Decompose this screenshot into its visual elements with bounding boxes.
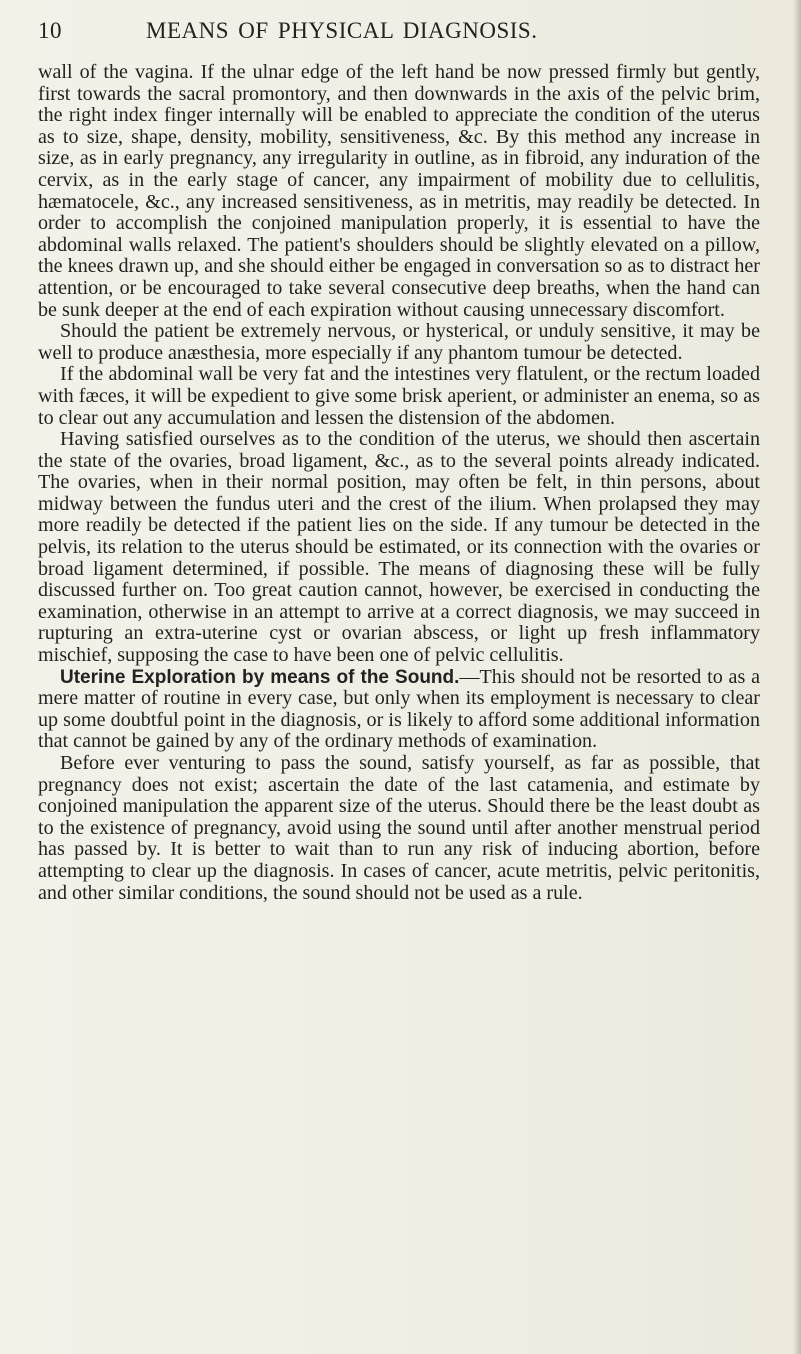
page-body bbox=[38, 62, 760, 904]
paragraph-uterine-exploration-text: —This should not be resorted to as a mere matter of routine in every case, but only when its employment is necessary to clear up some doubtful point in the diagnosis, or is likely to afford some additional information that cannot be gained by any of the ordinary methods of examination. bbox=[38, 665, 760, 753]
paragraph-abdominal-wall: If the abdominal wall be very fat and the intestines very flatulent, or the rectum loaded with fæces, it will be expedient to give some brisk aperient, or administer an enema, so as to clear out any accumulation and lessen the distension of the abdomen. bbox=[38, 363, 760, 429]
paragraph-uterine-exploration bbox=[38, 667, 760, 753]
paragraph-conjoined-manipulation: wall of the vagina. If the ulnar edge of the left hand be now pressed firmly but gently, first towards the sacral promontory, and then downwards in the axis of the pelvic brim, the right index finger internally will be enabled to appreciate the condition of the uterus as to size, shape, density, mobility, sensitiveness, &c. By this method any increase in size, as in early pregnancy, any irregularity in outline, as in fibroid, any induration of the cervix, as in the early stage of cancer, any impairment of mobility due to cellulitis, hæmatocele, &c., any increased sensitiveness, as in metritis, may readily be detected. In order to accomplish the conjoined manipulation properly, it is essential to have the abdominal walls relaxed. The patient's shoulders should be slightly elevated on a pillow, the knees drawn up, and she should either be engaged in conversation so as to distract her attention, or be encouraged to take several consecutive deep breaths, when the hand can be sunk deeper at the end of each expiration without causing unnecessary discomfort. bbox=[38, 61, 760, 321]
paragraph-anaesthesia: Should the patient be extremely nervous, or hysterical, or unduly sensitive, it may be well to produce anæsthesia, more especially if any phantom tumour be detected. bbox=[38, 320, 760, 364]
page-header bbox=[38, 18, 760, 52]
section-heading-uterine-exploration: Uterine Exploration by means of the Sound. bbox=[60, 666, 460, 688]
page-edge-shadow bbox=[793, 0, 801, 1354]
paragraph-before-sound: Before ever venturing to pass the sound, satisfy yourself, as far as possible, that pregnancy does not exist; ascertain the date of the last catamenia, and estimate by conjoined manipulation the apparent size of the uterus. Should there be the least doubt as to the existence of pregnancy, avoid using the sound until after another menstrual period has passed by. It is better to wait than to run any risk of inducing abortion, before attempting to clear up the diagnosis. In cases of cancer, acute metritis, pelvic peritonitis, and other similar conditions, the sound should not be used as a rule. bbox=[38, 752, 760, 904]
page-number: 10 bbox=[38, 18, 62, 43]
paragraph-ovaries: Having satisfied ourselves as to the condition of the uterus, we should then ascertain the state of the ovaries, broad ligament, &c., as to the several points already indicated. The ovaries, when in their normal position, may often be felt, in thin persons, about midway between the fundus uteri and the crest of the ilium. When prolapsed they may more readily be detected if the patient lies on the side. If any tumour be detected in the pelvis, its relation to the uterus should be estimated, or its connection with the ovaries or broad ligament determined, if possible. The means of diagnosing these will be fully discussed further on. Too great caution cannot, however, be exercised in conducting the examination, otherwise in an attempt to arrive at a correct diagnosis, we may succeed in rupturing an extra-uterine cyst or ovarian abscess, or light up fresh inflammatory mischief, supposing the case to have been one of pelvic cellulitis. bbox=[38, 428, 760, 667]
running-head: MEANS OF PHYSICAL DIAGNOSIS. bbox=[146, 18, 538, 43]
